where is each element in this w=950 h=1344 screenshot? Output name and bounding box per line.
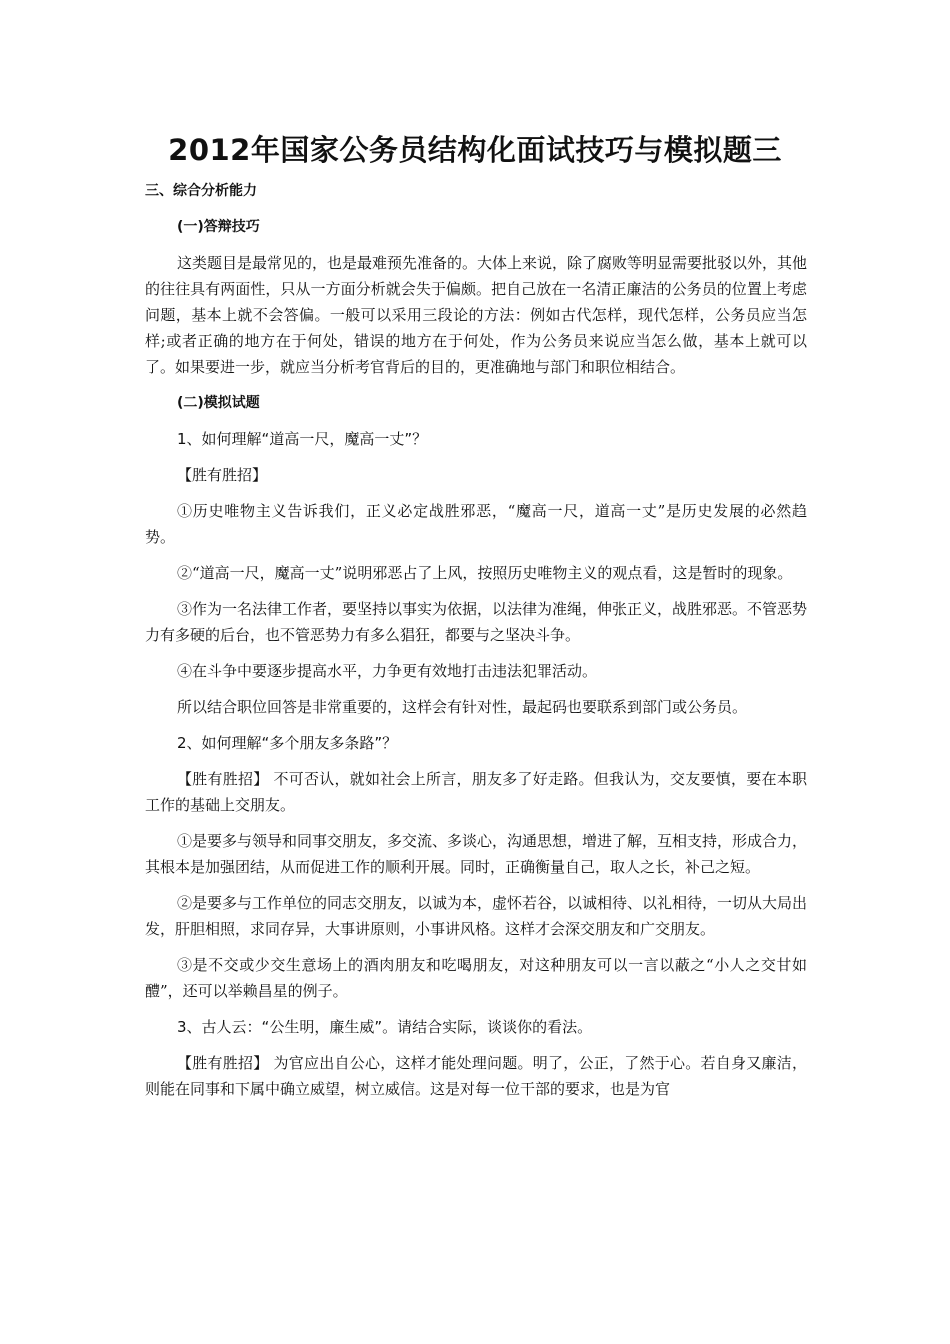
paragraph-techniques: 这类题目是最常见的，也是最难预先准备的。大体上来说，除了腐败等明显需要批驳以外，其他的往往具有两面性，只从一方面分析就会失于偏颇。把自己放在一名清正廉洁的公务员的位置上考虑问题，基本上就不会答偏。一般可以采用三段论的方法：例如古代怎样，现代怎样，公务员应当怎样;或者正确的地方在于何处，错误的地方在于何处，作为公务员来说应当怎么做，基本上就可以了。如果要进一步，就应当分析考官背后的目的，更准确地与部门和职位相结合。 (145, 254, 808, 376)
document-body (145, 178, 807, 1112)
question-2-point-2: ②是要多与工作单位的同志交朋友，以诚为本，虚怀若谷，以诚相待、以礼相待，一切从大局出发，肝胆相照，求同存异，大事讲原则，小事讲风格。这样才会深交朋友和广交朋友。 (145, 894, 808, 938)
question-1: 1、如何理解“道高一尺，魔高一丈”？ (177, 430, 428, 448)
section-heading: 三、综合分析能力 (145, 183, 257, 199)
subsection-heading-techniques: (一)答辩技巧 (177, 219, 260, 235)
question-1-point-1: ①历史唯物主义告诉我们，正义必定战胜邪恶，“魔高一尺，道高一丈”是历史发展的必然趋势。 (145, 502, 807, 546)
document-title: 2012年国家公务员结构化面试技巧与模拟题三 (168, 133, 782, 167)
question-2-point-3: ③是不交或少交生意场上的酒肉朋友和吃喝朋友，对这种朋友可以一言以蔽之“小人之交甘如醴”，还可以举赖昌星的例子。 (145, 956, 807, 1000)
question-2: 2、如何理解“多个朋友多条路”？ (177, 734, 398, 752)
question-1-point-4: ④在斗争中要逐步提高水平，力争更有效地打击违法犯罪活动。 (177, 662, 598, 680)
question-2-point-1: ①是要多与领导和同事交朋友，多交流、多谈心，沟通思想，增进了解，互相支持，形成合力，其根本是加强团结，从而促进工作的顺利开展。同时，正确衡量自己，取人之长，补己之短。 (145, 832, 808, 876)
question-1-point-3: ③作为一名法律工作者，要坚持以事实为依据，以法律为准绳，伸张正义，战胜邪恶。不管恶势力有多硬的后台，也不管恶势力有多么猖狂，都要与之坚决斗争。 (145, 600, 808, 644)
subsection-heading-mock-questions: (二)模拟试题 (177, 395, 260, 411)
question-2-answer-intro: 【胜有胜招】 不可否认，就如社会上所言，朋友多了好走路。但我认为，交友要慎，要在本职工作的基础上交朋友。 (145, 770, 807, 814)
question-3: 3、古人云：“公生明，廉生威”。请结合实际，谈谈你的看法。 (177, 1018, 593, 1036)
question-3-answer-intro: 【胜有胜招】 为官应出自公心，这样才能处理问题。明了，公正，了然于心。若自身又廉洁，则能在同事和下属中确立威望，树立威信。这是对每一位干部的要求，也是为官 (145, 1054, 807, 1098)
question-1-answer-tag: 【胜有胜招】 (177, 466, 268, 484)
question-1-summary: 所以结合职位回答是非常重要的，这样会有针对性，最起码也要联系到部门或公务员。 (177, 698, 748, 716)
question-1-point-2: ②“道高一尺，魔高一丈”说明邪恶占了上风，按照历史唯物主义的观点看，这是暂时的现象。 (177, 564, 793, 582)
